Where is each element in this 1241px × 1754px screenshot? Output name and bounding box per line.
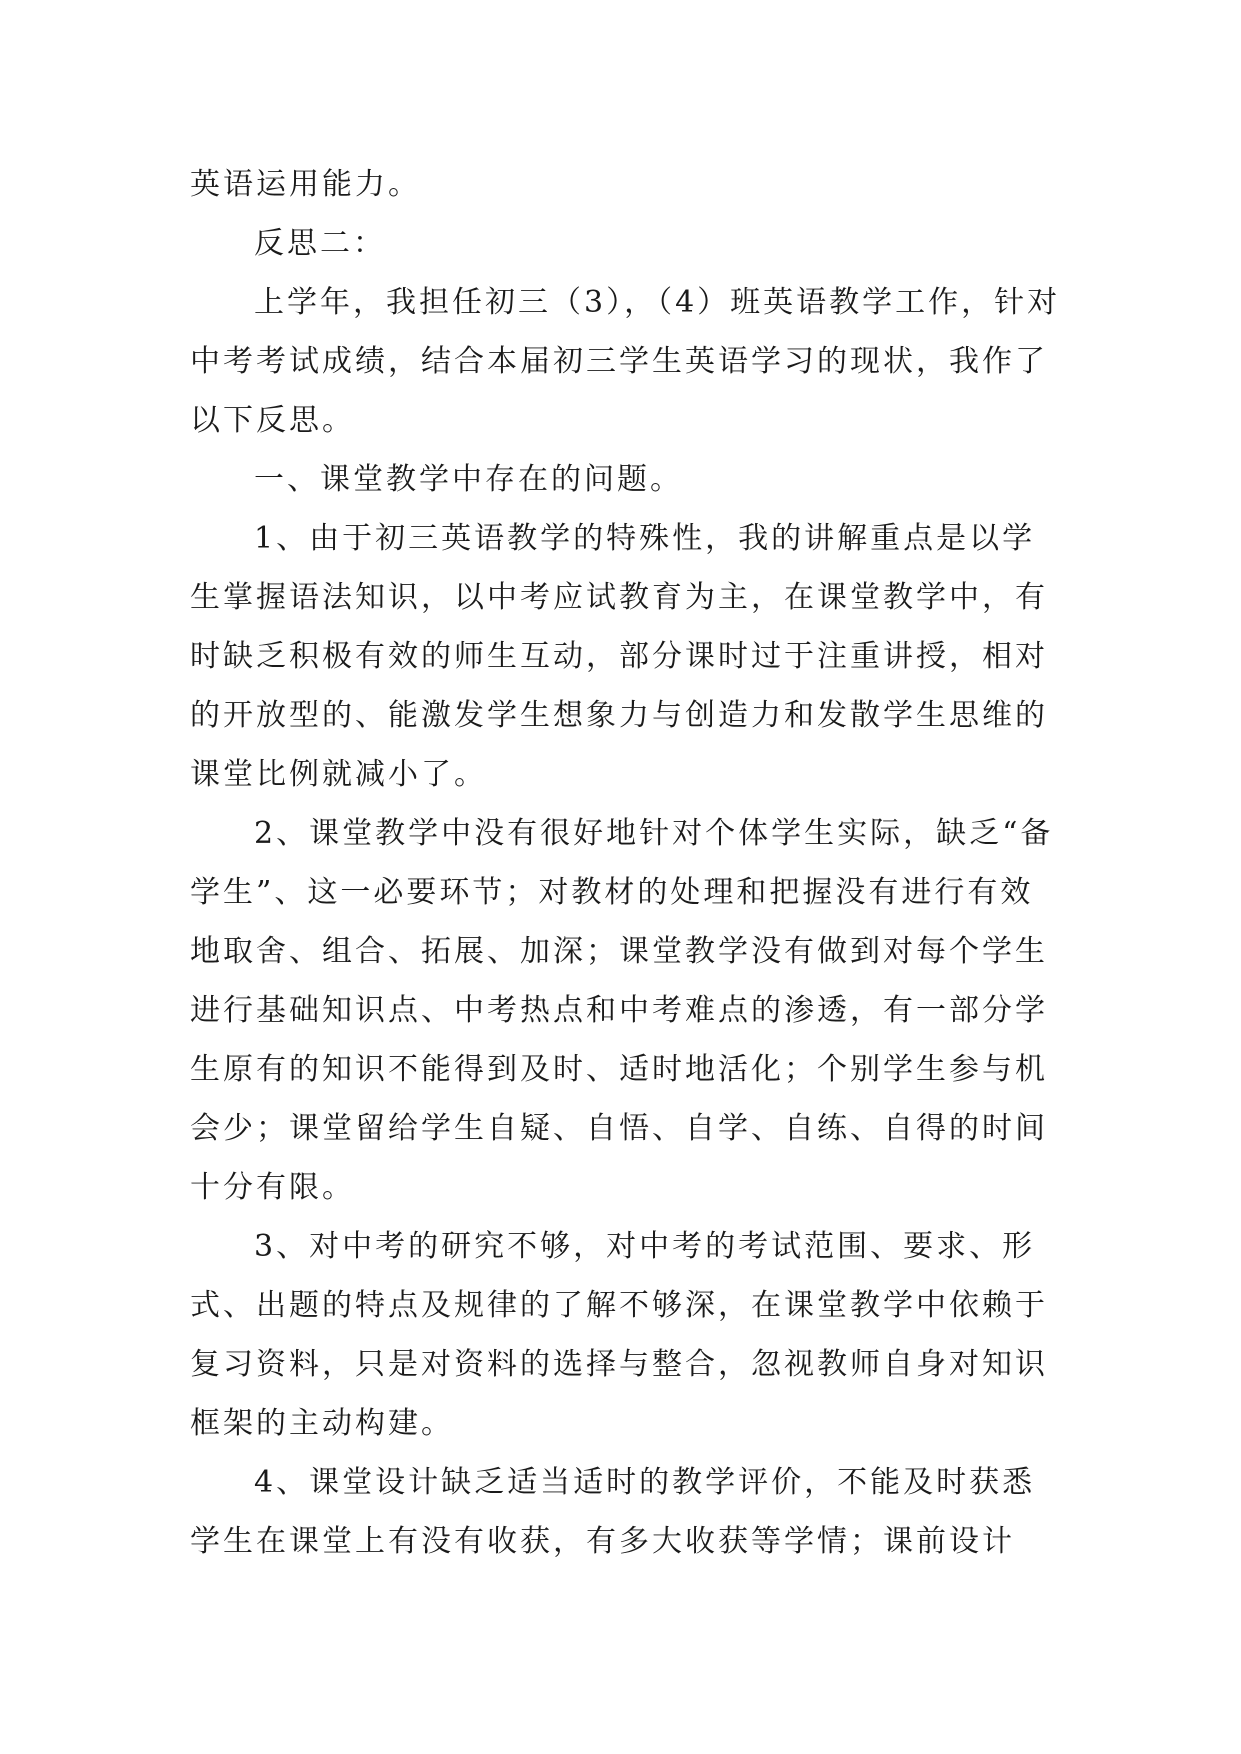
text-line: 会少；课堂留给学生自疑、自悟、自学、自练、自得的时间	[190, 1111, 1048, 1146]
text-line: 以下反思。	[190, 403, 355, 438]
text-line: 地取舍、组合、拓展、加深；课堂教学没有做到对每个学生	[190, 934, 1048, 969]
text-line: 生原有的知识不能得到及时、适时地活化；个别学生参与机	[190, 1052, 1048, 1087]
text-line: 4、课堂设计缺乏适当适时的教学评价，不能及时获悉	[254, 1465, 1036, 1500]
text-line: 复习资料，只是对资料的选择与整合，忽视教师自身对知识	[190, 1347, 1048, 1382]
text-line: 课堂比例就减小了。	[190, 757, 487, 792]
text-line: 2、课堂教学中没有很好地针对个体学生实际，缺乏“备	[254, 816, 1054, 851]
text-line: 英语运用能力。	[190, 167, 421, 202]
text-line: 十分有限。	[190, 1170, 355, 1205]
text-line: 时缺乏积极有效的师生互动，部分课时过于注重讲授，相对	[190, 639, 1048, 674]
text-line: 进行基础知识点、中考热点和中考难点的渗透，有一部分学	[190, 993, 1048, 1028]
text-line: 反思二：	[254, 226, 386, 261]
text-line: 一、课堂教学中存在的问题。	[254, 462, 683, 497]
text-line: 框架的主动构建。	[190, 1406, 454, 1441]
text-line: 3、对中考的研究不够，对中考的考试范围、要求、形	[254, 1229, 1036, 1264]
document-page	[190, 155, 1061, 1571]
text-line: 中考考试成绩，结合本届初三学生英语学习的现状，我作了	[190, 344, 1048, 379]
text-line: 学生在课堂上有没有收获，有多大收获等学情；课前设计	[190, 1524, 1015, 1559]
text-line: 学生”、这一必要环节；对教材的处理和把握没有进行有效	[190, 875, 1034, 910]
text-line: 的开放型的、能激发学生想象力与创造力和发散学生思维的	[190, 698, 1048, 733]
text-line: 1、由于初三英语教学的特殊性，我的讲解重点是以学	[254, 521, 1036, 556]
text-line: 式、出题的特点及规律的了解不够深，在课堂教学中依赖于	[190, 1288, 1048, 1323]
text-line: 生掌握语法知识，以中考应试教育为主，在课堂教学中，有	[190, 580, 1048, 615]
text-line: 上学年，我担任初三（3），（4）班英语教学工作，针对	[254, 285, 1061, 320]
